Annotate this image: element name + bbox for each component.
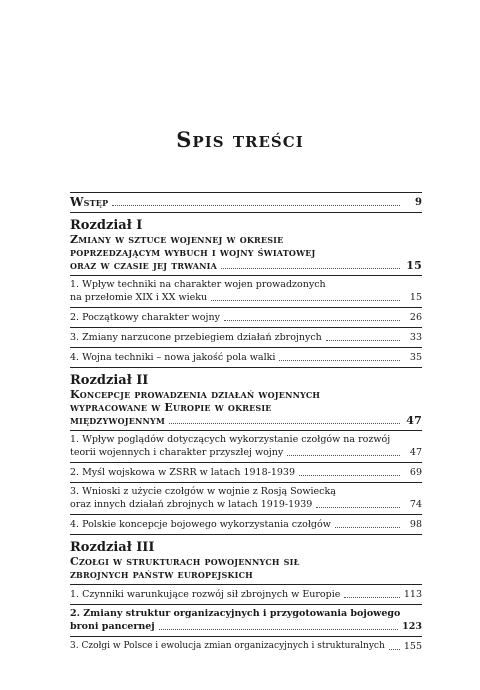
chapter-title-line: międzywojennym — [70, 414, 166, 427]
toc-page-number: 98 — [409, 519, 422, 530]
dot-leader — [299, 475, 400, 476]
chapter-title-line: Czołgi w strukturach powojennych sił — [70, 555, 300, 568]
toc-page-number: 113 — [403, 589, 422, 600]
toc-page-number: 15 — [406, 259, 422, 272]
toc-section — [70, 276, 422, 307]
table-of-contents — [70, 192, 422, 656]
toc-page-number: 33 — [409, 332, 422, 343]
section-title-line: 3. Zmiany narzucone przebiegiem działań zbrojnych — [70, 332, 322, 343]
dot-leader — [159, 629, 398, 630]
dot-leader — [344, 597, 399, 598]
chapter-heading: Rozdział III — [70, 540, 155, 555]
section-title-line: 4. Wojna techniki – nowa jakość pola walki — [70, 352, 276, 363]
toc-entry-introduction — [70, 193, 422, 212]
toc-section — [70, 483, 422, 514]
toc-chapter-1 — [70, 213, 422, 275]
toc-page-number: 47 — [406, 414, 422, 427]
toc-page-number: 123 — [402, 621, 422, 632]
section-title-line: 3. Wnioski z użycie czołgów w wojnie z Rosją Sowiecką — [70, 486, 336, 497]
section-title-line: 3. Czołgi w Polsce i ewolucja zmian organizacyjnych i strukturalnych — [70, 641, 385, 651]
toc-page-number: 9 — [415, 197, 422, 208]
toc-section — [70, 308, 422, 327]
chapter-heading: Rozdział I — [70, 218, 143, 233]
dot-leader — [287, 455, 400, 456]
toc-section — [70, 605, 422, 636]
toc-chapter-3 — [70, 535, 422, 584]
toc-section — [70, 515, 422, 534]
dot-leader — [224, 320, 400, 321]
toc-section — [70, 348, 422, 367]
section-title-line: teorii wojennych i charakter przyszłej wojny — [70, 447, 284, 458]
toc-page-number: 15 — [409, 292, 422, 303]
section-title-line: 2. Myśl wojskowa w ZSRR w latach 1918-1939 — [70, 467, 296, 478]
dot-leader — [279, 360, 400, 361]
toc-section — [70, 637, 422, 656]
dot-leader — [169, 423, 400, 424]
toc-page-number: 69 — [409, 467, 422, 478]
section-title-line: 4. Polskie koncepcje bojowego wykorzystania czołgów — [70, 519, 331, 530]
chapter-title-line: oraz w czasie jej trwania — [70, 259, 218, 272]
dot-leader — [316, 507, 400, 508]
toc-section — [70, 463, 422, 482]
section-title-line: oraz innych działań zbrojnych w latach 1919-1939 — [70, 499, 313, 510]
toc-page-number: 47 — [409, 447, 422, 458]
toc-section — [70, 585, 422, 604]
section-title-line: 2. Zmiany struktur organizacyjnych i przygotowania bojowego — [70, 608, 401, 619]
chapter-title-line: zbrojnych państw europejskich — [70, 568, 253, 581]
toc-page-number: 35 — [409, 352, 422, 363]
section-title-line: 1. Czynniki warunkujące rozwój sił zbrojnych w Europie — [70, 589, 341, 600]
toc-page-number: 155 — [403, 641, 422, 652]
page-title: Spis treści — [176, 127, 304, 152]
dot-leader — [389, 649, 400, 650]
chapter-heading: Rozdział II — [70, 373, 149, 388]
chapter-title-line: Koncepcje prowadzenia działań wojennych — [70, 388, 321, 401]
dot-leader — [335, 527, 400, 528]
chapter-title-line: wypracowane w Europie w okresie — [70, 401, 272, 414]
toc-section — [70, 328, 422, 347]
toc-section — [70, 431, 422, 462]
toc-page-number: 74 — [409, 499, 422, 510]
toc-entry-label: Wstęp — [70, 195, 109, 209]
section-title-line: na przełomie XIX i XX wieku — [70, 292, 208, 303]
section-title-line: 1. Wpływ poglądów dotyczących wykorzystanie czołgów na rozwój — [70, 434, 391, 445]
section-title-line: 1. Wpływ techniki na charakter wojen prowadzonych — [70, 279, 326, 290]
dot-leader — [112, 205, 400, 206]
chapter-title-line: poprzedzającym wybuch i wojny światowej — [70, 246, 316, 259]
toc-page-number: 26 — [409, 312, 422, 323]
dot-leader — [221, 268, 400, 269]
dot-leader — [326, 340, 400, 341]
section-title-line: broni pancernej — [70, 621, 155, 632]
dot-leader — [211, 300, 400, 301]
toc-chapter-2 — [70, 368, 422, 430]
section-title-line: 2. Początkowy charakter wojny — [70, 312, 220, 323]
chapter-title-line: Zmiany w sztuce wojennej w okresie — [70, 233, 284, 246]
